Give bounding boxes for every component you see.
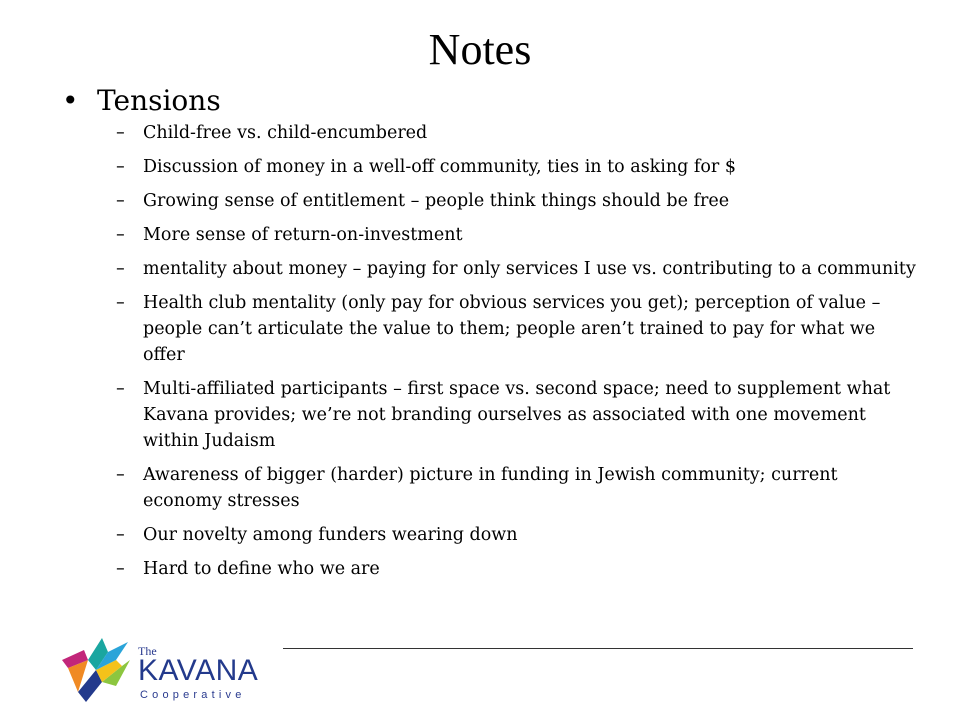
subitem [116,462,916,514]
subitem-text: Child-free vs. child-encumbered [143,123,428,143]
logo-name-text: KAVANA [138,654,259,687]
subitem-text: Discussion of money in a well-off community, ties in to asking for $ [143,157,736,177]
subitem [116,290,916,368]
subitem-text: mentality about money – paying for only services I use vs. contributing to a community [143,259,916,279]
dash-icon: – [116,379,125,399]
subitem-text: Hard to define who we are [143,559,380,579]
footer-divider [283,648,913,649]
subitem-text: Multi-affiliated participants – first space vs. second space; need to supplement what Kavana provides; we’re not branding ourselves as associated with one movement within Judaism [143,379,891,451]
subitem-list [116,120,916,590]
subitem-text: Our novelty among funders wearing down [143,525,518,545]
subitem-text: Growing sense of entitlement – people think things should be free [143,191,730,211]
logo-subtitle-text: Cooperative [140,689,246,701]
subitem [116,522,916,548]
subitem [116,154,916,180]
subitem [116,376,916,454]
dash-icon: – [116,525,125,545]
bullet-heading: Tensions [97,84,221,117]
subitem [116,188,916,214]
logo-the-text: The [138,644,157,658]
kavana-logo-mark-icon [58,630,136,706]
dash-icon: – [116,559,125,579]
kavana-logo [58,630,268,706]
dash-icon: – [116,293,125,313]
bullet-icon: • [62,84,79,117]
subitem-text: Awareness of bigger (harder) picture in funding in Jewish community; current economy stresses [143,465,838,511]
dash-icon: – [116,225,125,245]
subitem [116,556,916,582]
dash-icon: – [116,465,125,485]
subitem [116,120,916,146]
subitem-text: More sense of return-on-investment [143,225,463,245]
subitem [116,256,916,282]
slide-title: Notes [428,25,532,74]
dash-icon: – [116,191,125,211]
subitem [116,222,916,248]
dash-icon: – [116,123,125,143]
subitem-text: Health club mentality (only pay for obvious services you get); perception of value – people can’t articulate the value to them; people aren’t trained to pay for what we offer [143,293,881,365]
dash-icon: – [116,157,125,177]
dash-icon: – [116,259,125,279]
